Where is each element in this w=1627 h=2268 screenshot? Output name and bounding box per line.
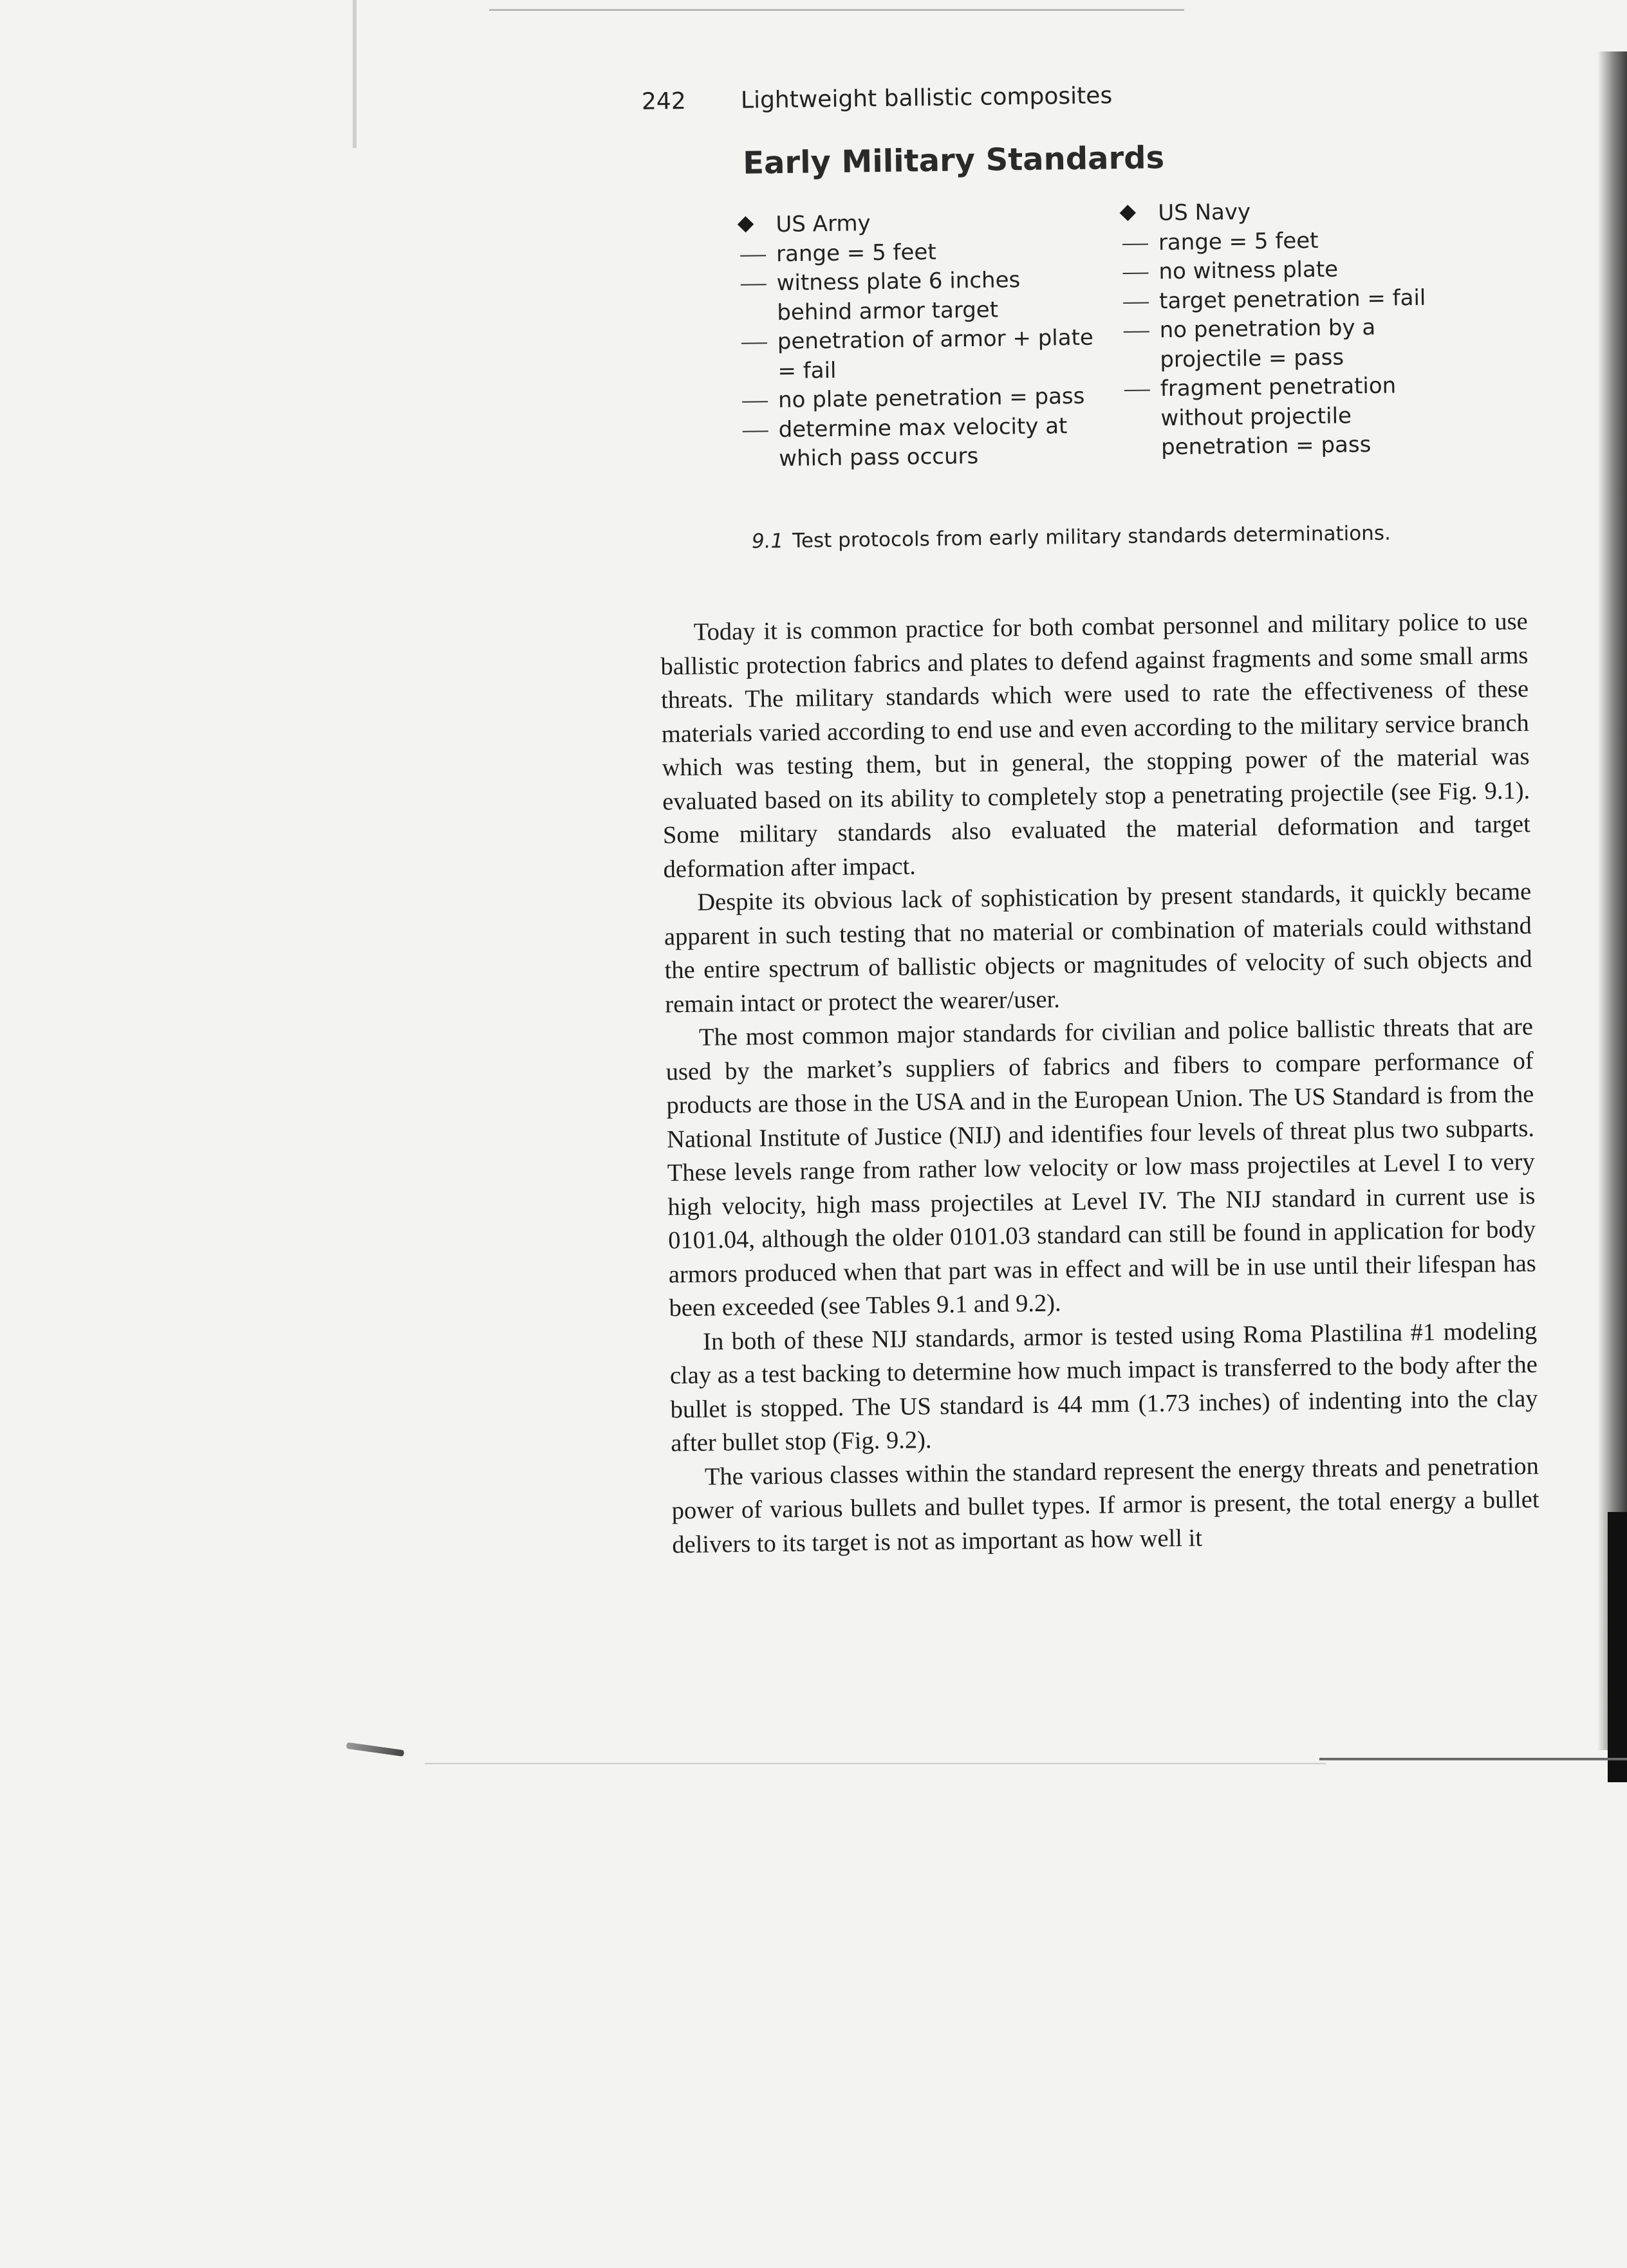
navy-protocol-list — [1121, 224, 1485, 463]
book-title: Lightweight ballistic composites — [740, 82, 1113, 114]
army-heading — [738, 207, 1099, 241]
list-item: range = 5 feet — [739, 235, 1100, 270]
paragraph: The various classes within the standard represent the energy threats and penetration power of various bullets and bullet types. If armor is present, the total energy a bullet delivers to its target is not as important as how well it — [671, 1452, 1539, 1558]
diamond-bullet-icon — [1120, 205, 1136, 221]
list-item: range = 5 feet — [1121, 224, 1482, 258]
page-number: 242 — [641, 88, 686, 115]
navy-heading — [1120, 195, 1482, 229]
list-item: no penetration by a projectile = pass — [1122, 312, 1483, 375]
paragraph: In both of these NIJ standards, armor is tested using Roma Plastilina #1 modeling clay as a test backing to determine how much impact is transferred to the body after the bullet is stopped. The US standard is 44 mm (1.73 inches) of indenting into the clay after bullet stop (Fig. 9.2). — [669, 1317, 1538, 1457]
army-column — [738, 207, 1102, 475]
list-item: witness plate 6 inches behind armor target — [739, 265, 1100, 328]
body-text — [660, 605, 1539, 1562]
figure-number: 9.1 — [751, 529, 784, 553]
list-item: fragment penetration without projectile penetration = pass — [1123, 371, 1485, 463]
army-heading-text: US Army — [776, 210, 871, 238]
list-item: penetration of armor + plate = fail — [740, 323, 1101, 386]
figure-caption-text: Test protocols from early military standards determinations. — [792, 521, 1391, 553]
running-head — [642, 82, 1113, 115]
list-item: target penetration = fail — [1122, 282, 1483, 317]
list-item: determine max velocity at which pass occurs — [741, 411, 1102, 474]
figure-title: Early Military Standards — [742, 140, 1165, 181]
paragraph: Despite its obvious lack of sophistication by present standards, it quickly became apparent in such testing that no material or combination of materials could withstand the entire spectrum of ballistic objects or magnitudes of velocity of such objects and remain intact or protect the wearer/user. — [664, 878, 1532, 1018]
diamond-bullet-icon — [738, 216, 754, 232]
list-item: no witness plate — [1121, 254, 1482, 288]
navy-heading-text: US Navy — [1158, 199, 1251, 226]
paragraph: The most common major standards for civilian and police ballistic threats that are used by the market’s suppliers of fabrics and fibers to compare performance of products are those in the USA and in the European Union. The US Standard is from the National Institute of Justice (NIJ) and identifies four levels of threat plus two subparts. These levels range from rather low velocity or low mass projectiles at Level I to very high velocity, high mass projectiles at Level IV. The NIJ standard in current use is 0101.04, although the older 0101.03 standard can still be found in application for body armors produced when that part was in effect and will be in use until their lifespan has been exceeded (see Tables 9.1 and 9.2). — [665, 1013, 1537, 1322]
navy-column — [1120, 195, 1484, 463]
list-item: no plate penetration = pass — [741, 382, 1102, 416]
army-protocol-list — [739, 235, 1102, 474]
paragraph: Today it is common practice for both combat personnel and military police to use ballistic protection fabrics and plates to defend against fragments and some small arms threats. The military standards which were used to rate the effectiveness of these materials varied according to end use and even according to the military service branch which was testing them, but in general, the stopping power of the material was evaluated based on its ability to completely stop a penetrating projectile (see Fig. 9.1). Some military standards also evaluated the material deformation and target deformation after impact. — [660, 607, 1531, 883]
figure-caption — [752, 522, 1391, 553]
